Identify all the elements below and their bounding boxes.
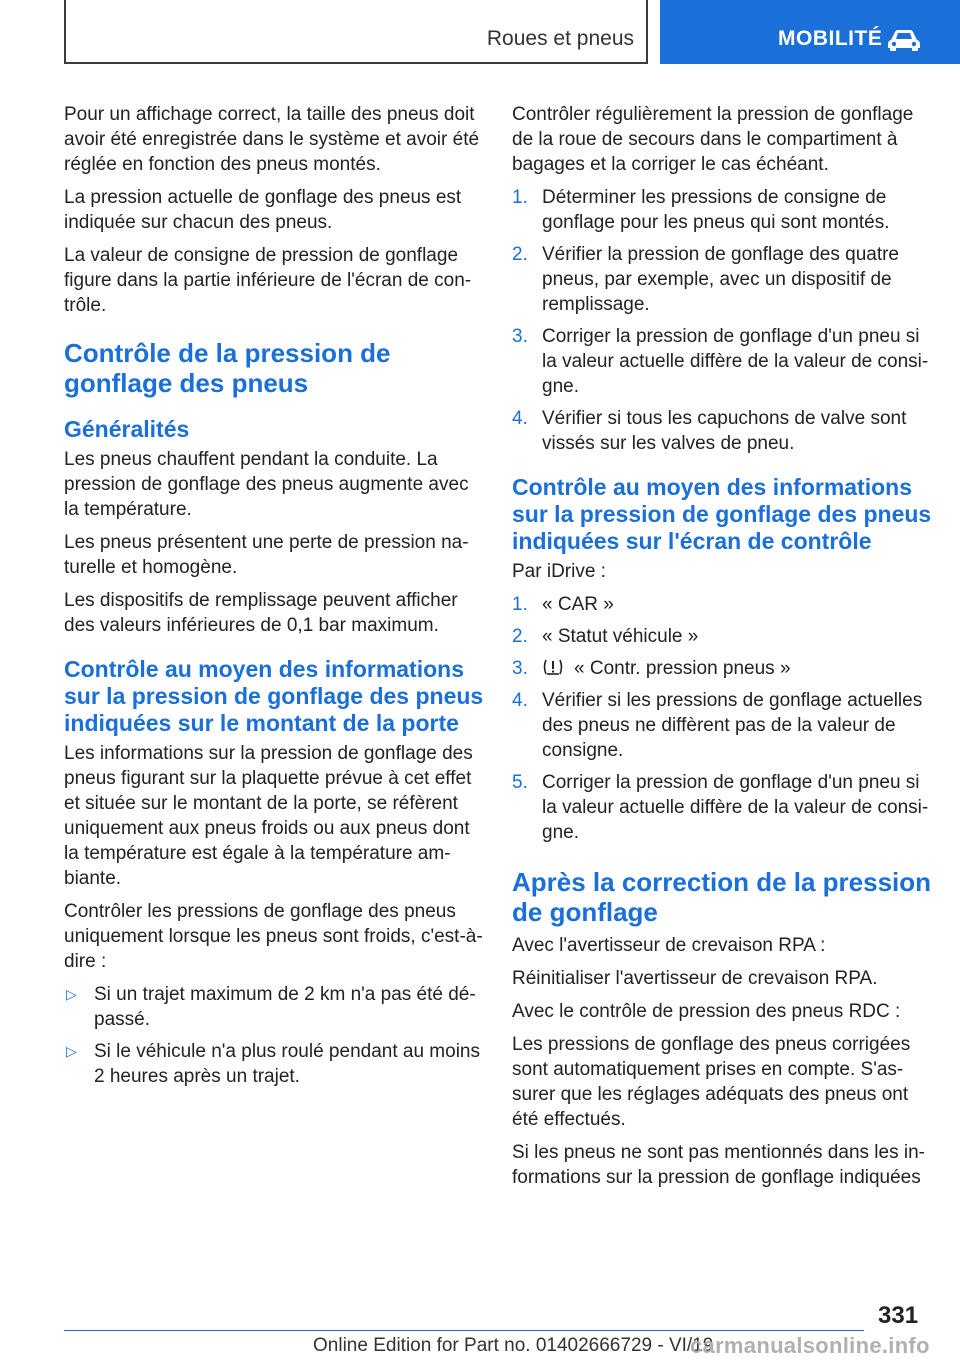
list-item-text: Si le véhicule n'a plus roulé pendant au moins 2 heures après un trajet.	[94, 1041, 480, 1087]
step-number: 5.	[512, 772, 528, 793]
list-item	[512, 770, 932, 845]
paragraph: Par iDrive :	[512, 561, 606, 582]
step-number: 1.	[512, 594, 528, 615]
footer-divider	[64, 1330, 864, 1331]
watermark: carmanualsonline.info	[690, 1333, 930, 1358]
paragraph: Les pneus chauffent pendant la conduite. La pression de gonflage des pneus augmente avec la température.	[64, 449, 469, 520]
step-text: « Statut véhicule »	[542, 626, 699, 647]
subheading-display: Contrôle au moyen des informations sur la pression de gonflage des pneus indiquées sur l'écran de contrôle	[512, 474, 932, 554]
step-number: 2.	[512, 244, 528, 265]
subheading-door-pillar: Contrôle au moyen des informations sur la pression de gonflage des pneus indiquées sur le montant de la porte	[64, 656, 484, 736]
page-number: 331	[878, 1302, 919, 1329]
step-number: 4.	[512, 408, 528, 429]
subheading-after: Après la correction de la pression de gonflage	[512, 867, 932, 927]
list-item	[512, 242, 932, 317]
triangle-bullet-icon: ▷	[66, 1043, 77, 1059]
list-item	[512, 656, 932, 681]
list-item	[64, 982, 484, 1032]
paragraph: Avec l'avertisseur de crevaison RPA :	[512, 935, 826, 956]
step-number: 1.	[512, 187, 528, 208]
chapter-title: MOBILITÉ	[778, 27, 883, 50]
paragraph: Les pneus présentent une perte de pression naturelle et homogène.	[64, 532, 469, 578]
list-item	[512, 688, 932, 763]
list-item-text: Si un trajet maximum de 2 km n'a pas été dépassé.	[94, 984, 476, 1030]
edition-info: Online Edition for Part no. 01402666729 - VI/19	[313, 1335, 714, 1356]
step-text: Vérifier si tous les capuchons de valve sont vissés sur les valves de pneu.	[542, 408, 907, 454]
tire-pressure-warning-icon	[542, 657, 564, 677]
step-text: « Contr. pression pneus »	[574, 658, 791, 679]
right-column	[512, 102, 932, 1198]
list-item	[512, 185, 932, 235]
step-number: 3.	[512, 658, 528, 679]
paragraph: Réinitialiser l'avertisseur de crevaison RPA.	[512, 968, 878, 989]
paragraph: Les pressions de gonflage des pneus corrigées sont automatiquement prises en compte. S'assurer que les réglages adéquats des pneus ont été effectués.	[512, 1034, 911, 1130]
spare-steps-list	[512, 185, 932, 456]
main-heading: Contrôle de la pression de gonflage des pneus	[64, 338, 391, 398]
step-number: 4.	[512, 690, 528, 711]
list-item	[512, 624, 932, 649]
paragraph: Si les pneus ne sont pas mentionnés dans les informations sur la pression de gonflage indiquées	[512, 1142, 925, 1188]
step-number: 3.	[512, 326, 528, 347]
paragraph: La pression actuelle de gonflage des pneus est indiquée sur chacun des pneus.	[64, 187, 462, 233]
bullet-list	[64, 982, 484, 1089]
car-icon	[886, 28, 922, 52]
step-text: Vérifier la pression de gonflage des quatre pneus, par exemple, avec un dispositif de remplissage.	[542, 244, 900, 315]
header-section-box	[64, 0, 648, 64]
paragraph: Les dispositifs de remplissage peuvent afficher des valeurs inférieures de 0,1 bar maximum.	[64, 590, 458, 636]
step-number: 2.	[512, 626, 528, 647]
list-item	[512, 324, 932, 399]
header-chapter-box	[660, 0, 960, 64]
paragraph: Contrôler les pressions de gonflage des pneus uniquement lorsque les pneus sont froids, c'est-à-dire :	[64, 901, 483, 972]
subheading-generalites: Généralités	[64, 416, 190, 442]
paragraph: La valeur de consigne de pression de gonflage figure dans la partie inférieure de l'écran de contrôle.	[64, 245, 472, 316]
step-text: Vérifier si les pressions de gonflage actuelles des pneus ne diffèrent pas de la valeur de consigne.	[542, 690, 923, 761]
paragraph: Contrôler régulièrement la pression de gonflage de la roue de secours dans le compartiment à bagages et la corriger le cas échéant.	[512, 104, 914, 175]
list-item	[64, 1039, 484, 1089]
step-text: « CAR »	[542, 594, 614, 615]
paragraph: Avec le contrôle de pression des pneus RDC :	[512, 1001, 901, 1022]
triangle-bullet-icon: ▷	[66, 986, 77, 1002]
section-title: Roues et pneus	[486, 27, 634, 50]
list-item	[512, 406, 932, 456]
step-text: Corriger la pression de gonflage d'un pneu si la valeur actuelle diffère de la valeur de consigne.	[542, 772, 929, 843]
display-steps-list	[512, 592, 932, 845]
step-text: Corriger la pression de gonflage d'un pneu si la valeur actuelle diffère de la valeur de consigne.	[542, 326, 929, 397]
paragraph: Les informations sur la pression de gonflage des pneus figurant sur la plaquette prévue à cet effet et située sur le montant de la porte, se réfèrent uniquement aux pneus froids ou aux pneus dont la température est égale à la température ambiante.	[64, 743, 473, 889]
left-column	[64, 102, 484, 1097]
paragraph: Pour un affichage correct, la taille des pneus doit avoir été enregistrée dans le système et avoir été réglée en fonction des pneus montés.	[64, 104, 480, 175]
step-text: Déterminer les pressions de consigne de gonflage pour les pneus qui sont montés.	[542, 187, 890, 233]
list-item	[512, 592, 932, 617]
